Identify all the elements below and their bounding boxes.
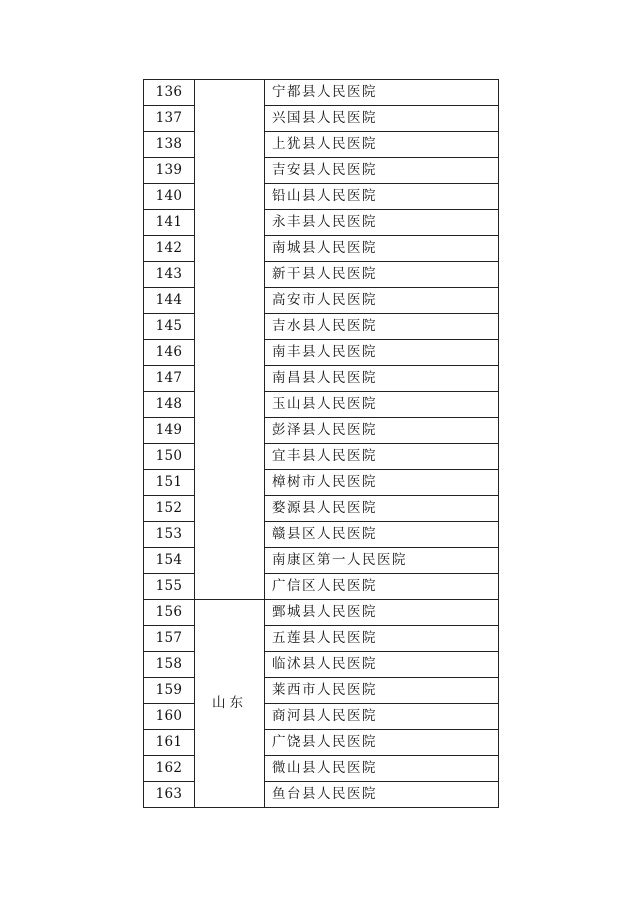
- hospital-name-cell: 广信区人民医院: [265, 574, 499, 600]
- row-number-cell: 140: [144, 184, 195, 210]
- row-number-cell: 148: [144, 392, 195, 418]
- province-cell: [195, 80, 265, 600]
- hospital-name-cell: 永丰县人民医院: [265, 210, 499, 236]
- hospital-name-cell: 高安市人民医院: [265, 288, 499, 314]
- row-number-cell: 151: [144, 470, 195, 496]
- hospital-list-table: [143, 79, 499, 808]
- row-number-cell: 157: [144, 626, 195, 652]
- hospital-name-cell: 铅山县人民医院: [265, 184, 499, 210]
- hospital-name-cell: 新干县人民医院: [265, 262, 499, 288]
- row-number-cell: 139: [144, 158, 195, 184]
- hospital-name-cell: 莱西市人民医院: [265, 678, 499, 704]
- hospital-name-cell: 兴国县人民医院: [265, 106, 499, 132]
- hospital-name-cell: 鄄城县人民医院: [265, 600, 499, 626]
- row-number-cell: 162: [144, 756, 195, 782]
- hospital-name-cell: 微山县人民医院: [265, 756, 499, 782]
- hospital-name-cell: 五莲县人民医院: [265, 626, 499, 652]
- row-number-cell: 153: [144, 522, 195, 548]
- row-number-cell: 159: [144, 678, 195, 704]
- hospital-name-cell: 南昌县人民医院: [265, 366, 499, 392]
- row-number-cell: 156: [144, 600, 195, 626]
- hospital-name-cell: 玉山县人民医院: [265, 392, 499, 418]
- row-number-cell: 163: [144, 782, 195, 808]
- row-number-cell: 137: [144, 106, 195, 132]
- row-number-cell: 144: [144, 288, 195, 314]
- hospital-name-cell: 宜丰县人民医院: [265, 444, 499, 470]
- hospital-name-cell: 南城县人民医院: [265, 236, 499, 262]
- hospital-name-cell: 南康区第一人民医院: [265, 548, 499, 574]
- hospital-name-cell: 临沭县人民医院: [265, 652, 499, 678]
- table-row: [144, 600, 499, 626]
- row-number-cell: 160: [144, 704, 195, 730]
- row-number-cell: 145: [144, 314, 195, 340]
- hospital-name-cell: 彭泽县人民医院: [265, 418, 499, 444]
- hospital-name-cell: 吉水县人民医院: [265, 314, 499, 340]
- row-number-cell: 152: [144, 496, 195, 522]
- hospital-name-cell: 樟树市人民医院: [265, 470, 499, 496]
- row-number-cell: 155: [144, 574, 195, 600]
- row-number-cell: 136: [144, 80, 195, 106]
- hospital-name-cell: 吉安县人民医院: [265, 158, 499, 184]
- table-row: [144, 80, 499, 106]
- hospital-name-cell: 广饶县人民医院: [265, 730, 499, 756]
- row-number-cell: 146: [144, 340, 195, 366]
- row-number-cell: 141: [144, 210, 195, 236]
- hospital-name-cell: 赣县区人民医院: [265, 522, 499, 548]
- hospital-name-cell: 宁都县人民医院: [265, 80, 499, 106]
- hospital-name-cell: 南丰县人民医院: [265, 340, 499, 366]
- hospital-name-cell: 婺源县人民医院: [265, 496, 499, 522]
- row-number-cell: 150: [144, 444, 195, 470]
- row-number-cell: 138: [144, 132, 195, 158]
- row-number-cell: 147: [144, 366, 195, 392]
- row-number-cell: 158: [144, 652, 195, 678]
- hospital-name-cell: 鱼台县人民医院: [265, 782, 499, 808]
- row-number-cell: 149: [144, 418, 195, 444]
- table-body: [144, 80, 499, 808]
- row-number-cell: 142: [144, 236, 195, 262]
- row-number-cell: 154: [144, 548, 195, 574]
- hospital-name-cell: 上犹县人民医院: [265, 132, 499, 158]
- row-number-cell: 143: [144, 262, 195, 288]
- row-number-cell: 161: [144, 730, 195, 756]
- province-cell: 山东: [195, 600, 265, 808]
- hospital-name-cell: 商河县人民医院: [265, 704, 499, 730]
